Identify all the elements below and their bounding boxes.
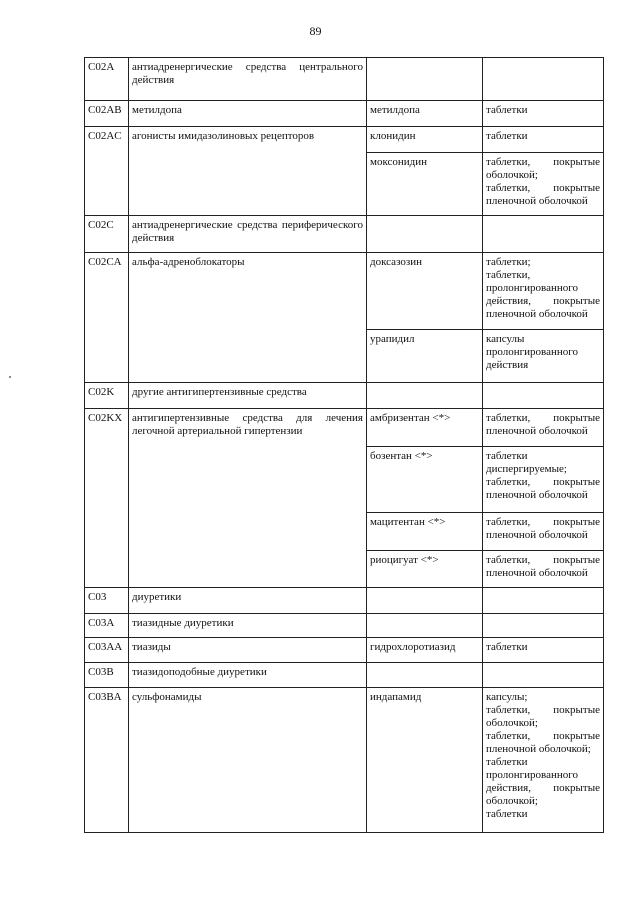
table-row <box>85 614 604 638</box>
drug-name: риоцигуат <*> <box>367 551 483 588</box>
dosage-form: капсулы; <box>486 691 528 703</box>
drug-name: метилдопа <box>367 101 483 127</box>
dosage-forms <box>483 447 604 513</box>
dosage-form: таблетки пролонгированного действия, покрытые оболочкой; <box>486 756 600 807</box>
dosage-form: таблетки, покрытые пленочной оболочкой <box>486 554 600 579</box>
dosage-form: таблетки <box>486 808 528 820</box>
dosage-forms <box>483 58 604 101</box>
group-name: тиазиды <box>129 638 367 663</box>
group-name: агонисты имидазолиновых рецепторов <box>129 127 367 216</box>
drug-name <box>367 588 483 614</box>
dosage-forms <box>483 153 604 216</box>
dosage-forms <box>483 513 604 551</box>
table-row <box>85 663 604 688</box>
atc-code: C02K <box>85 383 129 409</box>
table-row <box>85 127 604 153</box>
atc-code: C03 <box>85 588 129 614</box>
dosage-form: таблетки, покрытые пленочной оболочкой <box>486 412 600 437</box>
dosage-form: таблетки, покрытые пленочной оболочкой <box>486 516 600 541</box>
group-name: сульфонамиды <box>129 688 367 833</box>
table-row <box>85 101 604 127</box>
drug-name: урапидил <box>367 330 483 383</box>
dosage-form: таблетки, покрытые пленочной оболочкой; <box>486 730 600 755</box>
dosage-form: таблетки, покрытые оболочкой; <box>486 156 600 181</box>
dosage-forms <box>483 614 604 638</box>
atc-code: C02CA <box>85 253 129 383</box>
table-row <box>85 216 604 253</box>
drug-name <box>367 216 483 253</box>
dosage-forms <box>483 688 604 833</box>
atc-code: C03B <box>85 663 129 688</box>
atc-code: C02KX <box>85 409 129 588</box>
dosage-forms <box>483 216 604 253</box>
dosage-forms <box>483 409 604 447</box>
atc-code: C02AB <box>85 101 129 127</box>
table-row <box>85 383 604 409</box>
drug-name: гидрохлоротиазид <box>367 638 483 663</box>
drug-name: индапамид <box>367 688 483 833</box>
group-name: диуретики <box>129 588 367 614</box>
table-row <box>85 409 604 447</box>
dosage-forms <box>483 383 604 409</box>
table-row <box>85 638 604 663</box>
group-name: антиадренергические средства центрального действия <box>129 58 367 101</box>
dosage-forms: таблетки <box>483 127 604 153</box>
group-name: другие антигипертензивные средства <box>129 383 367 409</box>
atc-code: C03A <box>85 614 129 638</box>
table-row <box>85 588 604 614</box>
group-name: антигипертензивные средства для лечения легочной артериальной гипертензии <box>129 409 367 588</box>
dosage-form: таблетки, покрытые пленочной оболочкой <box>486 182 600 207</box>
dosage-forms <box>483 253 604 330</box>
dosage-forms <box>483 588 604 614</box>
drug-name <box>367 58 483 101</box>
atc-code: C02AC <box>85 127 129 216</box>
atc-code: C03BA <box>85 688 129 833</box>
dosage-forms: таблетки <box>483 101 604 127</box>
group-name: антиадренергические средства периферического действия <box>129 216 367 253</box>
scan-speck <box>9 376 11 378</box>
dosage-form: таблетки, покрытые оболочкой; <box>486 704 600 729</box>
drug-name <box>367 614 483 638</box>
drug-name: бозентан <*> <box>367 447 483 513</box>
drug-name <box>367 383 483 409</box>
table-row <box>85 688 604 833</box>
dosage-form: таблетки; <box>486 256 531 268</box>
group-name: тиазидные диуретики <box>129 614 367 638</box>
group-name: метилдопа <box>129 101 367 127</box>
dosage-forms <box>483 663 604 688</box>
dosage-forms <box>483 551 604 588</box>
group-name: тиазидоподобные диуретики <box>129 663 367 688</box>
atc-code: C02A <box>85 58 129 101</box>
drug-name: клонидин <box>367 127 483 153</box>
drug-table <box>84 57 604 833</box>
drug-name <box>367 663 483 688</box>
atc-code: C02C <box>85 216 129 253</box>
dosage-form: таблетки, пролонгированного действия, покрытые пленочной оболочкой <box>486 269 600 320</box>
table-row <box>85 58 604 101</box>
drug-name: моксонидин <box>367 153 483 216</box>
atc-code: C03AA <box>85 638 129 663</box>
dosage-forms: таблетки <box>483 638 604 663</box>
dosage-form: таблетки диспергируемые; <box>486 450 567 475</box>
table-row <box>85 253 604 330</box>
page-number: 89 <box>309 24 322 38</box>
dosage-forms: капсулы пролонгированного действия <box>483 330 604 383</box>
group-name: альфа-адреноблокаторы <box>129 253 367 383</box>
dosage-form: таблетки, покрытые пленочной оболочкой <box>486 476 600 501</box>
drug-name: доксазозин <box>367 253 483 330</box>
drug-name: мацитентан <*> <box>367 513 483 551</box>
drug-name: амбризентан <*> <box>367 409 483 447</box>
